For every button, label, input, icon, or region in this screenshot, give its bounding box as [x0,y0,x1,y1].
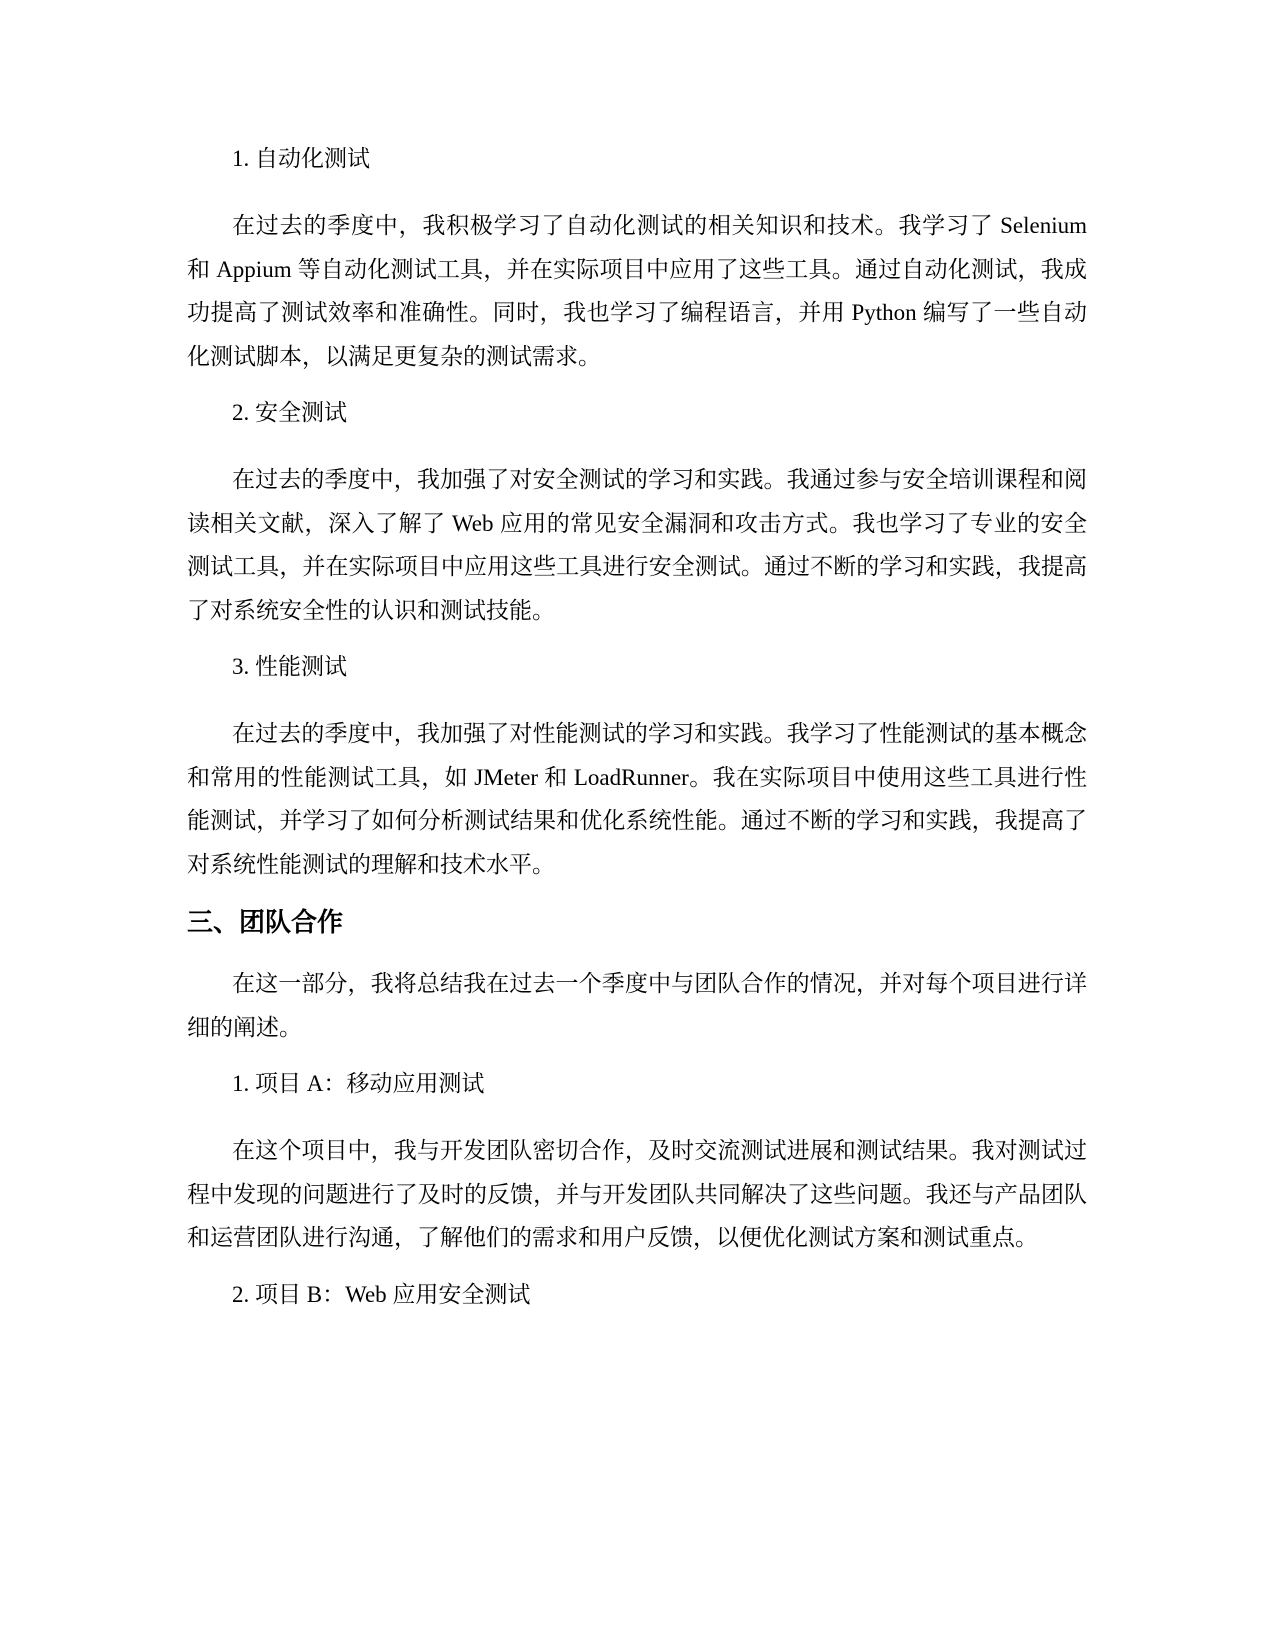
document-body [187,142,1087,1340]
subheading-project-b: 2. 项目 B：Web 应用安全测试 [232,1281,531,1307]
paragraph-team-intro: 在这一部分，我将总结我在过去一个季度中与团队合作的情况，并对每个项目进行详细的阐述。 [187,971,1087,1040]
subheading-automation-testing: 1. 自动化测试 [232,146,370,171]
paragraph-performance-testing: 在过去的季度中，我加强了对性能测试的学习和实践。我学习了性能测试的基本概念和常用的性能测试工具，如 JMeter 和 LoadRunner。我在实际项目中使用这些工具进行性能测试，并学习了如何分析测试结果和优化系统性能。通过不断的学习和实践，我提高了对系统性能测试的理解和技术水平。 [187,721,1087,877]
subheading-performance-testing: 3. 性能测试 [232,654,347,679]
subheading-security-testing: 2. 安全测试 [232,400,347,425]
section-title-team-collaboration: 三、团队合作 [187,907,344,937]
paragraph-automation-testing: 在过去的季度中，我积极学习了自动化测试的相关知识和技术。我学习了 Selenium 和 Appium 等自动化测试工具，并在实际项目中应用了这些工具。通过自动化测试，我成功提高了测试效率和准确性。同时，我也学习了编程语言，并用 Python 编写了一些自动化测试脚本，以满足更复杂的测试需求。 [187,213,1087,369]
subheading-project-a: 1. 项目 A：移动应用测试 [232,1071,485,1096]
paragraph-project-a: 在这个项目中，我与开发团队密切合作，及时交流测试进展和测试结果。我对测试过程中发现的问题进行了及时的反馈，并与开发团队共同解决了这些问题。我还与产品团队和运营团队进行沟通，了解他们的需求和用户反馈，以便优化测试方案和测试重点。 [187,1138,1087,1250]
paragraph-security-testing: 在过去的季度中，我加强了对安全测试的学习和实践。我通过参与安全培训课程和阅读相关文献，深入了解了 Web 应用的常见安全漏洞和攻击方式。我也学习了专业的安全测试工具，并在实际项目中应用这些工具进行安全测试。通过不断的学习和实践，我提高了对系统安全性的认识和测试技能。 [187,467,1087,623]
